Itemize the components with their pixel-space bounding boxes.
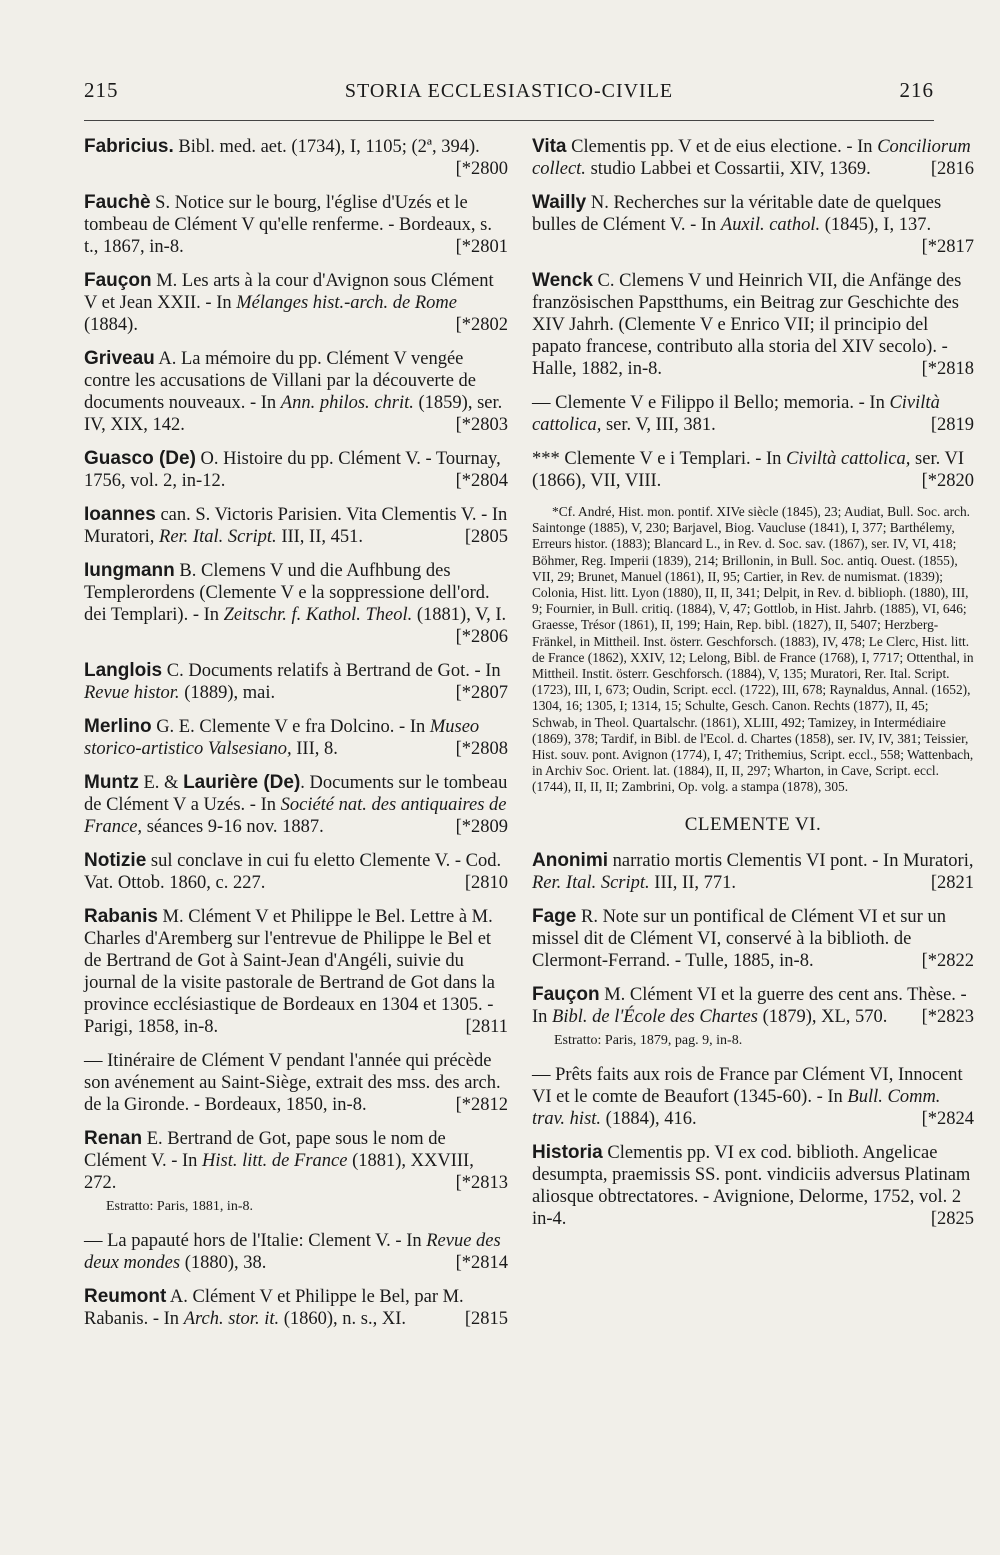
bib-entry — [532, 850, 974, 894]
entry-text: C. Documents relatifs à Bertrand de Got. - In — [162, 661, 501, 681]
entry-text: M. Les arts à la cour d'Avignon sous Clément V et Jean XXII. - In — [84, 271, 494, 313]
entry-text: N. Recherches sur la véritable date de quelques bulles de Clément V. - In — [532, 193, 942, 235]
entry-author: Historia — [532, 1141, 603, 1163]
entry-author: Ioannes — [84, 504, 156, 525]
entry-text: (1884). — [84, 315, 138, 335]
page-header — [84, 78, 934, 112]
entry-italic-title: Revue histor. — [84, 683, 180, 703]
entry-text: can. S. Victoris Parisien. Vita Clementis V. - In Muratori, — [84, 505, 508, 547]
entry-number: [*2809 — [455, 817, 508, 837]
entry-italic-title: Civiltà cattolica, — [532, 393, 940, 435]
entry-text: S. Notice sur le bourg, l'église d'Uzés et le tombeau de Clément V qu'elle renferme. - Bordeaux, s. t., 1867, in-8. — [84, 193, 492, 257]
entry-italic-title: Bull. Comm. trav. hist. — [532, 1086, 941, 1129]
entry-text: (1880), 38. — [180, 1253, 267, 1273]
header-rule — [84, 120, 934, 121]
entry-number: [*2818 — [921, 359, 974, 379]
entry-italic-title: Rer. Ital. Script. — [159, 527, 277, 547]
entry-author: Fauchè — [84, 192, 151, 213]
bib-entry — [532, 192, 974, 258]
entry-text: — La papauté hors de l'Italie: Clement V. - In — [84, 1231, 427, 1251]
entry-number: [2815 — [464, 1309, 508, 1329]
entry-italic-title: Mélanges hist.-arch. de Rome — [236, 293, 457, 313]
entry-author: Fabricius. — [84, 136, 174, 157]
entry-author: Fage — [532, 905, 577, 927]
entry-number: [*2824 — [921, 1108, 974, 1129]
bib-entry — [532, 906, 974, 972]
entry-author: Anonimi — [532, 849, 608, 871]
entry-number: [*2812 — [455, 1095, 508, 1115]
bib-entry — [84, 716, 508, 760]
entry-number: [*2801 — [455, 237, 508, 257]
running-title: STORIA ECCLESIASTICO-CIVILE — [344, 80, 674, 102]
entry-text: A. Clément V et Philippe le Bel, par M. Rabanis. - In — [84, 1287, 464, 1329]
bib-entry — [84, 906, 508, 1038]
entry-italic-title: Bibl. de l'École des Chartes — [552, 1006, 758, 1027]
bib-entry — [532, 270, 974, 380]
entry-number: [2825 — [930, 1208, 974, 1229]
entry-author: Wenck — [532, 270, 593, 291]
entry-text: M. Clément V et Philippe le Bel. Lettre à M. Charles d'Aremberg sur l'entrevue de Philippe le Bel et de Bertrand de Got à Saint-Jean d'Angéli, suivie du journal de la visite pastorale de Bertrand de Got dans la province ecclésiastique de Bordeaux en 1304 et 1305. - Parigi, 1858, in-8. — [84, 907, 495, 1037]
entry-number: [2819 — [930, 415, 974, 435]
entry-author: Merlino — [84, 716, 152, 737]
entry-number: [*2800 — [455, 159, 508, 179]
entry-italic-title: Ann. philos. chrit. — [280, 393, 414, 413]
entry-author: Langlois — [84, 660, 163, 681]
entry-text: (1859), ser. IV, XIX, 142. — [84, 393, 503, 435]
entry-text: (1884), 416. — [601, 1108, 697, 1129]
entry-number: [*2808 — [455, 739, 508, 759]
bib-entry — [84, 660, 508, 704]
entry-text: ser. V, III, 381. — [601, 415, 716, 435]
entry-author: Renan — [84, 1128, 143, 1149]
entry-italic-title: Revue des deux mondes — [84, 1231, 501, 1273]
entry-italic-title: Museo storico-artistico Valsesiano, — [84, 717, 480, 759]
entry-author: Fauçon — [532, 983, 600, 1005]
entry-number: [*2814 — [455, 1253, 508, 1273]
entry-text: narratio mortis Clementis VI pont. - In Muratori, — [608, 850, 974, 871]
entry-number: [2805 — [464, 527, 508, 547]
entry-text: III, II, 451. — [276, 527, 363, 547]
entry-text: G. E. Clemente V e fra Dolcino. - In — [151, 717, 430, 737]
bib-entry — [84, 504, 508, 548]
entry-number: [*2813 — [455, 1173, 508, 1193]
entry-italic-title: Zeitschr. f. Kathol. Theol. — [223, 605, 413, 625]
bib-entry — [84, 1050, 508, 1116]
entry-author: Guasco (De) — [84, 448, 196, 469]
bib-entry — [532, 1064, 974, 1130]
entry-author: Griveau — [84, 348, 155, 369]
bib-entry — [532, 392, 974, 436]
entry-number: [*2817 — [921, 237, 974, 257]
bib-entry — [84, 850, 508, 894]
entry-extract-note: Estratto: Paris, 1881, in-8. — [106, 1199, 253, 1214]
entry-author: Fauçon — [84, 270, 152, 291]
entry-italic-title: Hist. litt. de France — [202, 1151, 348, 1171]
bib-entry — [84, 560, 508, 648]
entry-italic-title: Civiltà cattolica, — [786, 449, 911, 469]
bib-entry — [84, 1286, 508, 1330]
entry-author: Wailly — [532, 192, 587, 213]
entry-text: sul conclave in cui fu eletto Clemente V. - Cod. Vat. Ottob. 1860, c. 227. — [84, 851, 502, 893]
bib-entry — [84, 448, 508, 492]
page-number-right: 216 — [899, 78, 934, 102]
entry-number: [2821 — [930, 872, 974, 893]
entry-text: III, 8. — [291, 739, 338, 759]
entry-number: [*2807 — [455, 683, 508, 703]
entry-author: Muntz — [84, 772, 139, 793]
entry-text: B. Clemens V und die Aufhbung des Templerordens (Clemente V e la soppressione dell'ord. dei Templari). - In — [84, 561, 490, 625]
entry-text: *** Clemente V e i Templari. - In — [532, 449, 787, 469]
section-title: CLEMENTE VI. — [684, 813, 822, 835]
entry-number: [*2804 — [455, 471, 508, 491]
entry-text: (1881), V, I. — [412, 605, 507, 625]
entry-text: III, II, 771. — [649, 872, 736, 893]
entry-text: Clementis pp. VI ex cod. biblioth. Angelicae desumpta, praemissis SS. pont. vindiciis adversus Platinam aliosque obtrectatores. - Avignione, Delorme, 1752, vol. 2 in-4. — [532, 1142, 971, 1229]
entry-text: séances 9-16 nov. 1887. — [142, 817, 324, 837]
entry-number: [*2802 — [455, 315, 508, 335]
entry-author-2: Laurière (De) — [183, 772, 301, 793]
entry-author: Rabanis — [84, 906, 158, 927]
entry-text: — Prêts faits aux rois de France par Clément VI, Innocent VI et le comte de Beaufort (1345-60). - In — [532, 1064, 963, 1107]
entry-text: (1889), mai. — [179, 683, 276, 703]
footnote: *Cf. André, Hist. mon. pontif. XIVe siècle (1845), 23; Audiat, Bull. Soc. arch. Saintonge (1885), V, 230; Barjavel, Biog. Vaucluse (1841), I, 377; Barthélemy, Erreurs histor. (1883); Blancard L., in Rev. d. Soc. sav. (1867), ser. IV, VI, 418; Böhmer, Reg. Imperii (1839), 214; Brillonin, in Bull. Soc. antiq. Ouest. (1855), VII, 29; Brunet, Manuel (1861), II, 95; Cartier, in Rev. de numismat. (1839); Colonia, Hist. litt. Lyon (1880), II, II, 341; Delpit, in Rev. d. biblioph. (1880), III, 9; Fournier, in Bull. critiq. (1884), V, 47; Gottlob, in Hist. Jahrb. (1885), VI, 646; Graesse, Trésor (1861), II, 199; Hain, Rep. bibl. (1827), II, 5407; Herzberg-Fränkel, in Mittheil. Inst. österr. Geschforsch. (1883), IV, 478; Le Clerc, Hist. litt. de France (1862), XXIV, 12; Lelong, Bibl. de France (1768), I, 7717; Ottenthal, in Mittheil. Instit. österr. Geschforsch. (1884), V, 135; Muratori, Rer. Ital. Script. (1723), III, I, 673; Oudin, Script. eccl. (1722), III, 678; Raynaldus, Annal. (1652), 1304, 16; 1305, I; 1314, 15; Schulte, Gesch. Canon. Rechts (1877), II, 45; Schwab, in Theol. Quartalschr. (1861), XLIII, 492; Tamizey, in Intermédiaire (1869), 378; Tardif, in Bibl. de l'Ecol. d. Chartes (1858), ser. IV, IV, 381; Teissier, Hist. souv. pont. Avignon (1774), I, 47; Trithemius, Script. eccl., 558; Wattenbach, in Archiv Soc. Orient. lat. (1884), II, II, 297; Wharton, in Cave, Script. eccl. (1744), II, II, II; Zambrini, Op. volg. a stampa (1878), 305. — [532, 504, 974, 795]
page-number-left: 215 — [84, 78, 119, 102]
entry-italic-title: Auxil. cathol. — [720, 215, 821, 235]
entry-text: (1860), n. s., XI. — [279, 1309, 407, 1329]
bib-entry — [532, 448, 974, 492]
entry-author: Reumont — [84, 1286, 167, 1307]
bib-entry — [84, 1230, 508, 1274]
entry-text: E. & — [138, 773, 184, 793]
entry-text: (1881), XXVIII, 272. — [84, 1151, 474, 1193]
entry-text: studio Labbei et Cossartii, XIV, 1369. — [585, 159, 871, 179]
entry-italic-title: Conciliorum collect. — [532, 137, 971, 179]
entry-number: [*2820 — [921, 471, 974, 491]
entry-text: M. Clément VI et la guerre des cent ans. Thèse. - In — [532, 984, 967, 1027]
entry-text: . Documents sur le tombeau de Clément V a Uzés. - In — [84, 773, 508, 815]
entry-number: [*2822 — [921, 950, 974, 971]
bib-entry — [84, 270, 508, 336]
entry-extract-note: Estratto: Paris, 1879, pag. 9, in-8. — [554, 1032, 743, 1048]
entry-italic-title: Rer. Ital. Script. — [532, 872, 650, 893]
entry-text: Bibl. med. aet. (1734), I, 1105; (2ª, 394). — [173, 137, 480, 157]
entry-italic-title: Arch. stor. it. — [183, 1309, 280, 1329]
bib-entry — [84, 136, 508, 180]
entry-number: [2816 — [930, 159, 974, 179]
entry-text: (1845), I, 137. — [820, 215, 932, 235]
right-column — [532, 136, 974, 1242]
entry-text: R. Note sur un pontifical de Clément VI et sur un missel dit de Clément VI, conservé à la biblioth. de Clermont-Ferrand. - Tulle, 1885, in-8. — [532, 906, 946, 971]
bib-entry — [84, 772, 508, 838]
entry-text: O. Histoire du pp. Clément V. - Tournay, 1756, vol. 2, in-12. — [84, 449, 501, 491]
entry-number: [*2823 — [921, 1006, 974, 1027]
entry-text: — Itinéraire de Clément V pendant l'année qui précède son avénement au Saint-Siège, extrait des mss. des arch. de la Gironde. - Bordeaux, 1850, in-8. — [84, 1051, 501, 1115]
bib-entry — [532, 984, 974, 1052]
entry-author: Notizie — [84, 850, 147, 871]
entry-author: Iungmann — [84, 560, 175, 581]
entry-number: [2810 — [464, 873, 508, 893]
entry-author: Vita — [532, 136, 567, 157]
bib-entry — [532, 136, 974, 180]
entry-text: E. Bertrand de Got, pape sous le nom de Clément V. - In — [84, 1129, 446, 1171]
entry-number: [*2803 — [455, 415, 508, 435]
entry-number: [2811 — [465, 1017, 508, 1037]
bib-entry — [532, 1142, 974, 1230]
entry-italic-title: Société nat. des antiquaires de France, — [84, 795, 507, 837]
entry-text: C. Clemens V und Heinrich VII, die Anfänge des französischen Papstthums, ein Beitrag zur Geschichte des XIV Jahrh. (Clemente V e Enrico VII; il principio del papato francese, contributo alla storia del XIV secolo). - Halle, 1882, in-8. — [532, 271, 962, 379]
bib-entry — [84, 1128, 508, 1218]
entry-number: [*2806 — [455, 627, 508, 647]
entry-text: — Clemente V e Filippo il Bello; memoria. - In — [532, 393, 890, 413]
entry-text: ser. VI (1866), VII, VIII. — [532, 449, 965, 491]
entry-text: A. La mémoire du pp. Clément V vengée contre les accusations de Villani par la découverte de documents nouveaux. - In — [84, 349, 477, 413]
bib-entry — [84, 348, 508, 436]
entry-text: Clementis pp. V et de eius electione. - In — [566, 137, 878, 157]
bib-entry — [84, 192, 508, 258]
left-column — [84, 136, 508, 1342]
entry-text: (1879), XL, 570. — [757, 1006, 888, 1027]
